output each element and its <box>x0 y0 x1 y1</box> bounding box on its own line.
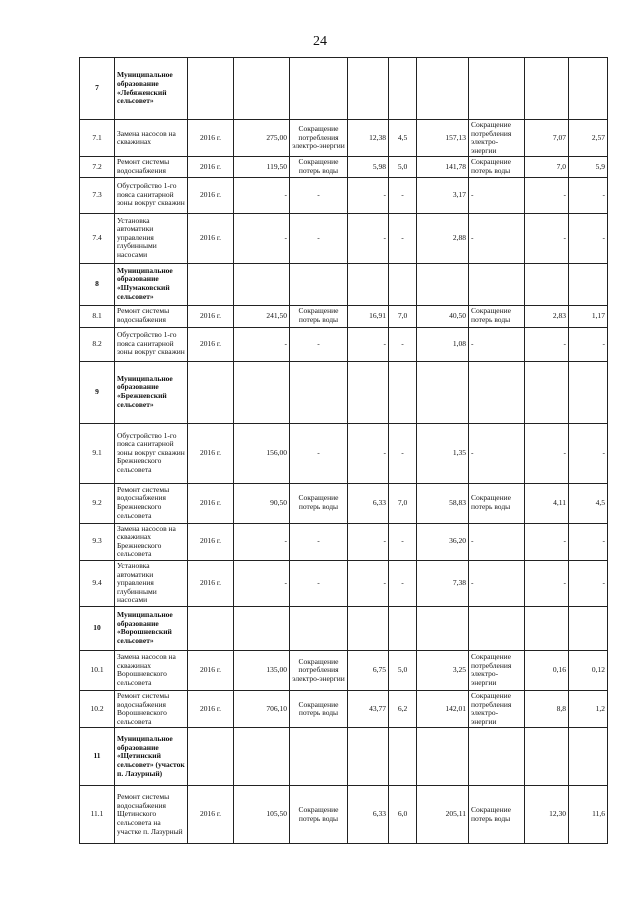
effect-cell: Сокращение потребления электро-энергии <box>469 690 525 727</box>
year-cell: 2016 г. <box>188 177 234 213</box>
section-title: Муниципальное образование «Лебяженский сельсовет» <box>115 58 188 120</box>
empty-cell <box>234 58 290 120</box>
effect-cell: Сокращение потерь воды <box>290 305 348 327</box>
effect-cell: - <box>290 523 348 560</box>
measure-name: Обустройство 1-го пояса санитарной зоны вокруг скважин <box>115 177 188 213</box>
empty-cell <box>234 606 290 650</box>
empty-cell <box>525 263 569 305</box>
value-cell: 1,35 <box>417 423 469 483</box>
empty-cell <box>469 58 525 120</box>
value-cell: 2,83 <box>525 305 569 327</box>
table-row <box>80 157 608 177</box>
table-row <box>80 213 608 263</box>
year-cell: 2016 г. <box>188 560 234 606</box>
value-cell: - <box>348 213 389 263</box>
effect-cell: - <box>469 560 525 606</box>
year-cell: 2016 г. <box>188 690 234 727</box>
value-cell: - <box>569 327 608 361</box>
effect-cell: - <box>290 560 348 606</box>
value-cell: - <box>389 560 417 606</box>
value-cell: 0,16 <box>525 650 569 690</box>
empty-cell <box>188 728 234 786</box>
cost-cell: 119,50 <box>234 157 290 177</box>
value-cell: - <box>348 423 389 483</box>
effect-cell: Сокращение потребления электро-энергии <box>290 650 348 690</box>
year-cell: 2016 г. <box>188 786 234 844</box>
year-cell: 2016 г. <box>188 523 234 560</box>
value-cell: - <box>348 177 389 213</box>
row-number: 7.3 <box>80 177 115 213</box>
value-cell: 11,6 <box>569 786 608 844</box>
year-cell: 2016 г. <box>188 157 234 177</box>
value-cell: 1,2 <box>569 690 608 727</box>
empty-cell <box>188 263 234 305</box>
value-cell: - <box>525 327 569 361</box>
page-number: 24 <box>313 34 327 49</box>
cost-cell: - <box>234 213 290 263</box>
empty-cell <box>525 58 569 120</box>
table-row <box>80 327 608 361</box>
measure-name: Замена насосов на скважинах Ворошневского сельсовета <box>115 650 188 690</box>
section-header-row <box>80 58 608 120</box>
effect-cell: - <box>290 213 348 263</box>
value-cell: 12,30 <box>525 786 569 844</box>
section-title: Муниципальное образование «Брежневский сельсовет» <box>115 361 188 423</box>
value-cell: 43,77 <box>348 690 389 727</box>
empty-cell <box>389 263 417 305</box>
value-cell: 6,33 <box>348 786 389 844</box>
row-number: 11 <box>80 728 115 786</box>
row-number: 7.4 <box>80 213 115 263</box>
value-cell: - <box>389 423 417 483</box>
value-cell: 142,01 <box>417 690 469 727</box>
empty-cell <box>525 728 569 786</box>
empty-cell <box>525 606 569 650</box>
value-cell: - <box>569 560 608 606</box>
cost-cell: 275,00 <box>234 120 290 157</box>
effect-cell: - <box>290 327 348 361</box>
table-row <box>80 523 608 560</box>
value-cell: 7,38 <box>417 560 469 606</box>
row-number: 7 <box>80 58 115 120</box>
measure-name: Ремонт системы водоснабжения Брежневского сельсовета <box>115 483 188 523</box>
empty-cell <box>234 728 290 786</box>
effect-cell: Сокращение потерь воды <box>290 786 348 844</box>
empty-cell <box>569 263 608 305</box>
empty-cell <box>290 728 348 786</box>
value-cell: 5,98 <box>348 157 389 177</box>
value-cell: 40,50 <box>417 305 469 327</box>
value-cell: - <box>389 523 417 560</box>
value-cell: - <box>348 327 389 361</box>
empty-cell <box>469 263 525 305</box>
row-number: 10.2 <box>80 690 115 727</box>
empty-cell <box>290 263 348 305</box>
empty-cell <box>188 58 234 120</box>
effect-cell: - <box>469 423 525 483</box>
empty-cell <box>348 361 389 423</box>
cost-cell: 90,50 <box>234 483 290 523</box>
value-cell: 4,5 <box>389 120 417 157</box>
empty-cell <box>188 361 234 423</box>
year-cell: 2016 г. <box>188 423 234 483</box>
section-header-row <box>80 606 608 650</box>
section-header-row <box>80 728 608 786</box>
cost-cell: 706,10 <box>234 690 290 727</box>
measure-name: Обустройство 1-го пояса санитарной зоны вокруг скважин <box>115 327 188 361</box>
effect-cell: - <box>290 177 348 213</box>
value-cell: 5,0 <box>389 157 417 177</box>
empty-cell <box>417 263 469 305</box>
table-row <box>80 650 608 690</box>
row-number: 8.1 <box>80 305 115 327</box>
empty-cell <box>348 263 389 305</box>
cost-cell: 241,50 <box>234 305 290 327</box>
row-number: 7.2 <box>80 157 115 177</box>
effect-cell: Сокращение потерь воды <box>469 305 525 327</box>
value-cell: 36,20 <box>417 523 469 560</box>
value-cell: - <box>569 423 608 483</box>
effect-cell: - <box>469 327 525 361</box>
year-cell: 2016 г. <box>188 305 234 327</box>
measure-name: Обустройство 1-го пояса санитарной зоны вокруг скважин Брежневского сельсовета <box>115 423 188 483</box>
table-row <box>80 483 608 523</box>
empty-cell <box>389 58 417 120</box>
measure-name: Ремонт системы водоснабжения Ворошневского сельсовета <box>115 690 188 727</box>
cost-cell: - <box>234 327 290 361</box>
value-cell: 2,57 <box>569 120 608 157</box>
value-cell: - <box>348 523 389 560</box>
empty-cell <box>389 606 417 650</box>
value-cell: 7,0 <box>389 483 417 523</box>
value-cell: 7,07 <box>525 120 569 157</box>
value-cell: 6,33 <box>348 483 389 523</box>
empty-cell <box>389 361 417 423</box>
row-number: 9.3 <box>80 523 115 560</box>
year-cell: 2016 г. <box>188 327 234 361</box>
empty-cell <box>234 361 290 423</box>
cost-cell: - <box>234 523 290 560</box>
empty-cell <box>469 606 525 650</box>
empty-cell <box>290 606 348 650</box>
value-cell: 4,11 <box>525 483 569 523</box>
table-row <box>80 786 608 844</box>
value-cell: 7,0 <box>389 305 417 327</box>
year-cell: 2016 г. <box>188 650 234 690</box>
empty-cell <box>417 728 469 786</box>
value-cell: - <box>348 560 389 606</box>
row-number: 8 <box>80 263 115 305</box>
empty-cell <box>569 58 608 120</box>
value-cell: 1,08 <box>417 327 469 361</box>
empty-cell <box>234 263 290 305</box>
effect-cell: - <box>469 523 525 560</box>
value-cell: - <box>525 560 569 606</box>
measure-name: Ремонт системы водоснабжения <box>115 305 188 327</box>
section-header-row <box>80 361 608 423</box>
empty-cell <box>290 58 348 120</box>
value-cell: - <box>569 177 608 213</box>
empty-cell <box>469 728 525 786</box>
empty-cell <box>348 606 389 650</box>
empty-cell <box>389 728 417 786</box>
empty-cell <box>417 361 469 423</box>
value-cell: 7,0 <box>525 157 569 177</box>
value-cell: 3,25 <box>417 650 469 690</box>
value-cell: - <box>389 177 417 213</box>
measure-name: Установка автоматики управления глубинными насосами <box>115 560 188 606</box>
table-row <box>80 560 608 606</box>
effect-cell: - <box>290 423 348 483</box>
year-cell: 2016 г. <box>188 483 234 523</box>
empty-cell <box>569 361 608 423</box>
section-header-row <box>80 263 608 305</box>
value-cell: - <box>525 213 569 263</box>
value-cell: 5,9 <box>569 157 608 177</box>
cost-cell: - <box>234 177 290 213</box>
measure-name: Замена насосов на скважинах <box>115 120 188 157</box>
effect-cell: - <box>469 177 525 213</box>
empty-cell <box>569 606 608 650</box>
cost-cell: 105,50 <box>234 786 290 844</box>
empty-cell <box>417 606 469 650</box>
empty-cell <box>469 361 525 423</box>
value-cell: 157,13 <box>417 120 469 157</box>
table-row <box>80 690 608 727</box>
row-number: 10.1 <box>80 650 115 690</box>
table-row <box>80 423 608 483</box>
row-number: 9 <box>80 361 115 423</box>
row-number: 9.4 <box>80 560 115 606</box>
value-cell: - <box>525 423 569 483</box>
value-cell: 3,17 <box>417 177 469 213</box>
section-title: Муниципальное образование «Щетинский сельсовет» (участок п. Лазурный) <box>115 728 188 786</box>
measures-table <box>79 57 608 844</box>
effect-cell: Сокращение потерь воды <box>469 157 525 177</box>
value-cell: 5,0 <box>389 650 417 690</box>
effect-cell: Сокращение потерь воды <box>469 786 525 844</box>
effect-cell: Сокращение потерь воды <box>290 483 348 523</box>
value-cell: 141,78 <box>417 157 469 177</box>
empty-cell <box>569 728 608 786</box>
empty-cell <box>348 58 389 120</box>
value-cell: 6,2 <box>389 690 417 727</box>
value-cell: 4,5 <box>569 483 608 523</box>
empty-cell <box>348 728 389 786</box>
value-cell: 8,8 <box>525 690 569 727</box>
measure-name: Замена насосов на скважинах Брежневского сельсовета <box>115 523 188 560</box>
value-cell: 6,75 <box>348 650 389 690</box>
effect-cell: Сокращение потребления электро-энергии <box>290 120 348 157</box>
cost-cell: 135,00 <box>234 650 290 690</box>
effect-cell: Сокращение потребления электро-энергии <box>469 120 525 157</box>
row-number: 8.2 <box>80 327 115 361</box>
empty-cell <box>188 606 234 650</box>
empty-cell <box>525 361 569 423</box>
cost-cell: 156,00 <box>234 423 290 483</box>
effect-cell: - <box>469 213 525 263</box>
value-cell: 6,0 <box>389 786 417 844</box>
value-cell: - <box>389 213 417 263</box>
effect-cell: Сокращение потерь воды <box>290 157 348 177</box>
empty-cell <box>417 58 469 120</box>
value-cell: 2,88 <box>417 213 469 263</box>
section-title: Муниципальное образование «Шумаковский сельсовет» <box>115 263 188 305</box>
value-cell: 12,38 <box>348 120 389 157</box>
empty-cell <box>290 361 348 423</box>
value-cell: 16,91 <box>348 305 389 327</box>
value-cell: - <box>389 327 417 361</box>
value-cell: - <box>569 523 608 560</box>
effect-cell: Сокращение потерь воды <box>469 483 525 523</box>
value-cell: 205,11 <box>417 786 469 844</box>
value-cell: 1,17 <box>569 305 608 327</box>
value-cell: - <box>569 213 608 263</box>
row-number: 9.1 <box>80 423 115 483</box>
value-cell: - <box>525 177 569 213</box>
section-title: Муниципальное образование «Ворошневский сельсовет» <box>115 606 188 650</box>
value-cell: - <box>525 523 569 560</box>
year-cell: 2016 г. <box>188 213 234 263</box>
table-row <box>80 305 608 327</box>
effect-cell: Сокращение потребления электро-энергии <box>469 650 525 690</box>
row-number: 10 <box>80 606 115 650</box>
effect-cell: Сокращение потерь воды <box>290 690 348 727</box>
measure-name: Ремонт системы водоснабжения <box>115 157 188 177</box>
measure-name: Ремонт системы водоснабжения Щетинского сельсовета на участке п. Лазурный <box>115 786 188 844</box>
cost-cell: - <box>234 560 290 606</box>
value-cell: 58,83 <box>417 483 469 523</box>
value-cell: 0,12 <box>569 650 608 690</box>
table-row <box>80 177 608 213</box>
row-number: 9.2 <box>80 483 115 523</box>
row-number: 11.1 <box>80 786 115 844</box>
year-cell: 2016 г. <box>188 120 234 157</box>
measure-name: Установка автоматики управления глубинными насосами <box>115 213 188 263</box>
row-number: 7.1 <box>80 120 115 157</box>
table-row <box>80 120 608 157</box>
